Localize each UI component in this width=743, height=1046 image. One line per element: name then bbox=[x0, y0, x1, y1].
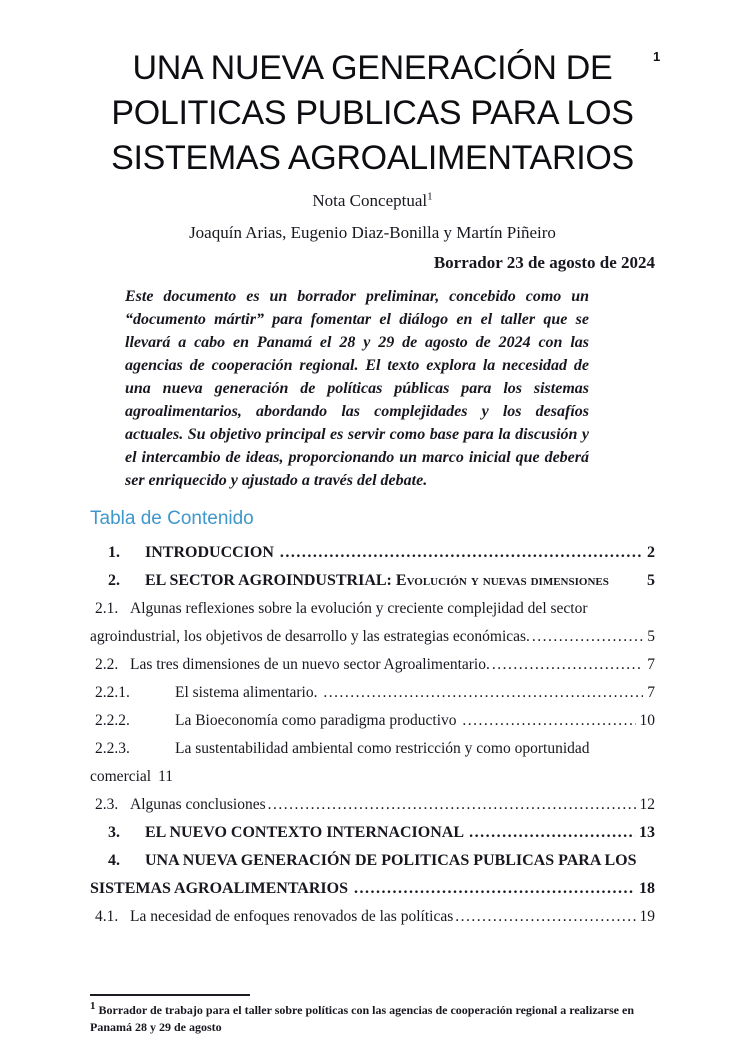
toc-row bbox=[90, 623, 655, 651]
toc-page-number: 18 bbox=[639, 880, 655, 897]
footnote-number: 1 bbox=[90, 1000, 96, 1012]
toc-row bbox=[90, 539, 655, 567]
draft-date: Borrador 23 de agosto de 2024 bbox=[433, 253, 655, 272]
toc-entry-title: Algunas conclusiones bbox=[130, 796, 266, 813]
document-page bbox=[0, 46, 743, 1034]
toc-row bbox=[90, 567, 655, 595]
footnote-reference-mark: 1 bbox=[427, 190, 433, 203]
toc-dot-leader bbox=[455, 903, 635, 931]
toc-row bbox=[90, 819, 655, 847]
toc-entry-title: Las tres dimensiones de un nuevo sector Agroalimentario. bbox=[130, 656, 490, 673]
toc-entry-title: La Bioeconomía como paradigma productivo bbox=[175, 712, 461, 729]
toc-page-number: 2 bbox=[647, 544, 655, 561]
toc-dot-leader bbox=[323, 679, 643, 707]
footnote-separator bbox=[90, 994, 250, 996]
footnote-area bbox=[90, 994, 655, 1036]
title-line-2: POLITICAS PUBLICAS PARA LOS bbox=[111, 94, 634, 132]
toc-page-number: 19 bbox=[639, 908, 655, 925]
toc-entry-2-1[interactable] bbox=[90, 595, 655, 651]
toc-entry-number: 2.1. bbox=[95, 600, 119, 617]
toc-entry-number: 1. bbox=[108, 544, 120, 561]
toc-entry-number: 2.2.1. bbox=[95, 684, 130, 701]
toc-page-number: 5 bbox=[647, 628, 655, 645]
abstract-paragraph: Este documento es un borrador preliminar, concebido como un “documento mártir” para fomentar el diálogo en el taller que se llevará a cabo en Panamá el 28 y 29 de agosto de 2024 con las agencias de cooperación regional. El texto explora la necesidad de una nueva generación de políticas públicas para los sistemas agroalimentarios, abordando las complejidades y los desafíos actuales. Su objetivo principal es servir como base para la discusión y el intercambio de ideas, proporcionando un marco inicial que deberá ser enriquecido y ajustado a través del debate. bbox=[125, 288, 589, 489]
toc-entry-2-3[interactable] bbox=[90, 791, 655, 819]
toc-entry-title: SISTEMAS AGROALIMENTARIOS bbox=[90, 880, 352, 897]
toc-entry-4-1[interactable] bbox=[90, 903, 655, 931]
subtitle-text: Nota Conceptual bbox=[312, 191, 428, 210]
authors-line: Joaquín Arias, Eugenio Diaz-Bonilla y Martín Piñeiro bbox=[189, 223, 556, 242]
toc-entry-number: 3. bbox=[108, 824, 120, 841]
toc-entry-2-2-1[interactable] bbox=[90, 679, 655, 707]
toc-entry-title: agroindustrial, los objetivos de desarrollo y las estrategias económicas. bbox=[90, 628, 530, 645]
toc-entry-title: INTRODUCCION bbox=[145, 544, 278, 561]
toc-entry-number: 2.2.3. bbox=[95, 740, 130, 757]
toc-row bbox=[90, 735, 655, 763]
toc-dot-leader bbox=[469, 819, 635, 847]
footnote-text: Borrador de trabajo para el taller sobre políticas con las agencias de cooperación regional a realizarse en Panamá 28 y 29 de agosto bbox=[90, 1003, 634, 1034]
toc-entry-3[interactable] bbox=[90, 819, 655, 847]
toc-entry-title-smallcaps: Evolución y nuevas dimensiones bbox=[395, 572, 609, 589]
toc-entry-title: EL NUEVO CONTEXTO INTERNACIONAL bbox=[145, 824, 468, 841]
toc-row bbox=[90, 595, 655, 623]
toc-entry-title: Algunas reflexiones sobre la evolución y creciente complejidad del sector bbox=[130, 600, 588, 617]
title-line-1: UNA NUEVA GENERACIÓN DE bbox=[132, 49, 613, 87]
toc-entry-title: El sistema alimentario. bbox=[175, 684, 322, 701]
toc-dot-leader bbox=[354, 875, 635, 903]
page-number: 1 bbox=[653, 49, 661, 64]
toc-dot-leader bbox=[492, 651, 643, 679]
toc-page-number: 7 bbox=[647, 656, 655, 673]
toc-entry-number: 2. bbox=[108, 572, 120, 589]
toc-dot-leader bbox=[532, 623, 643, 651]
toc-entry-4[interactable] bbox=[90, 847, 655, 903]
toc-dot-leader bbox=[268, 791, 636, 819]
subtitle bbox=[90, 191, 655, 211]
toc-row bbox=[90, 679, 655, 707]
toc-dot-leader bbox=[280, 539, 643, 567]
toc-heading: Tabla de Contenido bbox=[90, 508, 254, 529]
toc-entry-number: 4.1. bbox=[95, 908, 119, 925]
toc-page-number: 10 bbox=[639, 712, 655, 729]
toc-entry-title: EL SECTOR AGROINDUSTRIAL: bbox=[145, 572, 396, 589]
toc-entry-2-2-2[interactable] bbox=[90, 707, 655, 735]
toc-entry-1[interactable] bbox=[90, 539, 655, 567]
toc-row bbox=[90, 791, 655, 819]
toc-entry-2-2-3[interactable] bbox=[90, 735, 655, 791]
toc-dot-leader bbox=[462, 707, 635, 735]
document-title bbox=[90, 46, 655, 181]
toc-entry-title: UNA NUEVA GENERACIÓN DE POLITICAS PUBLICAS PARA LOS bbox=[145, 852, 637, 869]
toc-entry-number: 2.2.2. bbox=[95, 712, 130, 729]
toc-page-number: 12 bbox=[639, 796, 655, 813]
toc-page-number: 11 bbox=[158, 768, 174, 785]
toc-row bbox=[90, 847, 655, 875]
toc-entry-title: La necesidad de enfoques renovados de las políticas bbox=[130, 908, 454, 925]
title-line-3: SISTEMAS AGROALIMENTARIOS bbox=[111, 139, 634, 177]
toc-entry-title: La sustentabilidad ambiental como restricción y como oportunidad bbox=[175, 740, 590, 757]
toc-row bbox=[90, 763, 655, 791]
footnote bbox=[90, 1002, 655, 1036]
table-of-contents bbox=[90, 539, 655, 931]
toc-page-number: 13 bbox=[639, 824, 655, 841]
toc-entry-number: 2.3. bbox=[95, 796, 119, 813]
toc-entry-number: 4. bbox=[108, 852, 120, 869]
toc-row bbox=[90, 875, 655, 903]
toc-page-number: 5 bbox=[647, 572, 655, 589]
toc-entry-number: 2.2. bbox=[95, 656, 119, 673]
toc-row bbox=[90, 651, 655, 679]
toc-row bbox=[90, 903, 655, 931]
toc-entry-2-2[interactable] bbox=[90, 651, 655, 679]
toc-row bbox=[90, 707, 655, 735]
toc-entry-title: comercial bbox=[90, 768, 152, 785]
toc-entry-2[interactable] bbox=[90, 567, 655, 595]
toc-page-number: 7 bbox=[647, 684, 655, 701]
